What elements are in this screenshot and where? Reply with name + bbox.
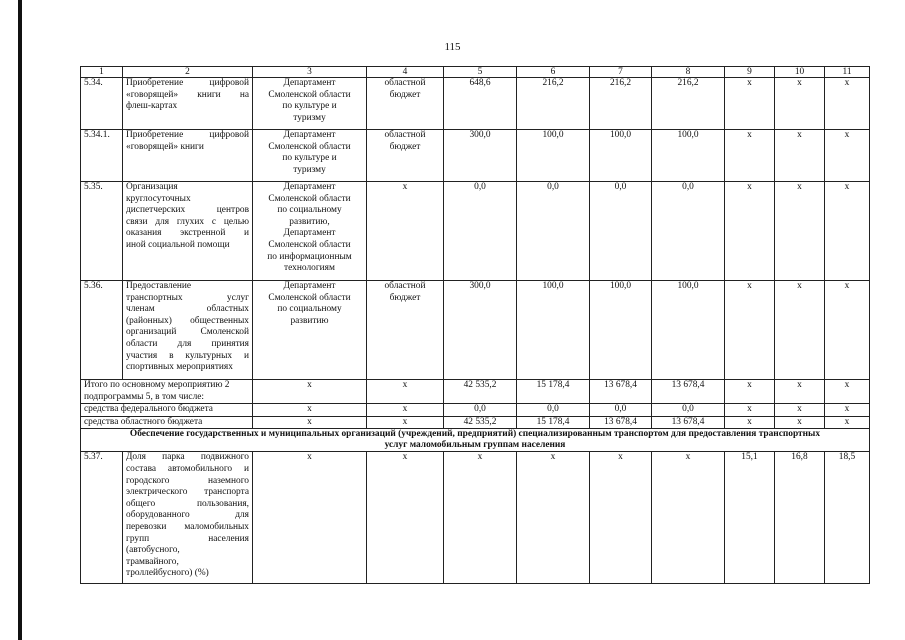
- summary-executor: x: [253, 416, 367, 429]
- cell-line: средства областного бюджета: [84, 416, 203, 427]
- cell-line: Смоленской области: [268, 141, 351, 152]
- row-number: 5.34.1.: [81, 130, 123, 182]
- cell-line: общего пользования,: [126, 498, 249, 509]
- cell-line: области для принятия: [126, 338, 249, 349]
- row-name-cell: [123, 182, 253, 281]
- value-cell: x: [775, 182, 825, 281]
- summary-executor: x: [253, 404, 367, 417]
- cell-line: Организация: [126, 182, 178, 192]
- summary-value: 42 535,2: [444, 416, 517, 429]
- cell-line: перевозки маломобильных: [126, 521, 249, 532]
- cell-line: круглосуточных: [126, 193, 191, 204]
- row-executor-cell: [253, 281, 367, 380]
- cell-line: Обеспечение государственных и муниципальных организаций (учреждений, предприятий) специализированным транспортом для предоставления транспортных: [129, 429, 821, 440]
- value-cell: x: [725, 281, 775, 380]
- cell-line: организаций Смоленской: [126, 327, 249, 338]
- column-header: 1: [81, 67, 123, 78]
- value-cell: x: [444, 452, 517, 584]
- table-row: [81, 281, 870, 380]
- cell-line: спортивных мероприятиях: [126, 362, 233, 373]
- value-cell: 648,6: [444, 78, 517, 130]
- table-header-row: [81, 67, 870, 78]
- column-header: 4: [367, 67, 444, 78]
- cell-line: Департамент: [283, 78, 336, 88]
- column-header: 6: [517, 67, 590, 78]
- cell-line: по культуре и: [282, 101, 337, 112]
- summary-value: x: [825, 380, 870, 404]
- value-cell: x: [725, 78, 775, 130]
- column-header: 8: [652, 67, 725, 78]
- cell-line: областной: [384, 130, 426, 140]
- cell-line: иной социальной помощи: [126, 239, 230, 250]
- summary-source: x: [367, 416, 444, 429]
- summary-value: 13 678,4: [652, 416, 725, 429]
- summary-value: x: [775, 404, 825, 417]
- row-executor-cell: [253, 182, 367, 281]
- cell-line: (автобусного,: [126, 545, 180, 556]
- row-number: 5.36.: [81, 281, 123, 380]
- summary-value: 42 535,2: [444, 380, 517, 404]
- summary-value: x: [725, 416, 775, 429]
- summary-value: x: [775, 380, 825, 404]
- cell-line: x: [402, 182, 408, 192]
- cell-line: трамвайного,: [126, 556, 179, 567]
- cell-line: Предоставление: [126, 281, 192, 291]
- value-cell: x: [825, 78, 870, 130]
- table-row: [81, 78, 870, 130]
- cell-line: Смоленской области: [268, 292, 351, 303]
- cell-line: областной: [384, 78, 426, 88]
- value-cell: x: [825, 281, 870, 380]
- summary-value: 15 178,4: [517, 380, 590, 404]
- cell-line: технологиям: [284, 263, 335, 274]
- cell-line: диспетчерских центров: [126, 205, 249, 216]
- table-row: [81, 130, 870, 182]
- row-number: 5.35.: [81, 182, 123, 281]
- cell-line: городского наземного: [126, 475, 249, 486]
- value-cell: 18,5: [825, 452, 870, 584]
- row-executor-cell: [253, 130, 367, 182]
- row-source-cell: [367, 130, 444, 182]
- value-cell: x: [725, 130, 775, 182]
- program-table: [80, 66, 870, 584]
- value-cell: 100,0: [652, 130, 725, 182]
- summary-label: [81, 404, 253, 417]
- summary-label: [81, 380, 253, 404]
- row-name-cell: [123, 130, 253, 182]
- row-source-cell: x: [367, 452, 444, 584]
- value-cell: x: [652, 452, 725, 584]
- cell-line: средства федерального бюджета: [84, 404, 213, 415]
- value-cell: x: [590, 452, 652, 584]
- cell-line: связи для глухих с целью: [126, 216, 249, 227]
- cell-line: Приобретение цифровой: [126, 130, 249, 140]
- cell-line: Департамент: [283, 182, 336, 192]
- value-cell: 16,8: [775, 452, 825, 584]
- cell-line: бюджет: [389, 292, 421, 303]
- cell-line: Департамент: [283, 130, 336, 140]
- column-header: 2: [123, 67, 253, 78]
- cell-line: состава автомобильного и: [126, 463, 249, 474]
- value-cell: x: [825, 182, 870, 281]
- cell-line: подпрограммы 5, в том числе:: [84, 391, 205, 402]
- cell-line: транспортных услуг: [126, 292, 249, 303]
- value-cell: 0,0: [652, 182, 725, 281]
- cell-line: Смоленской области: [268, 193, 351, 204]
- cell-line: Департамент: [283, 228, 336, 239]
- value-cell: 100,0: [590, 281, 652, 380]
- summary-source: x: [367, 404, 444, 417]
- left-binding-bar: [18, 0, 22, 640]
- column-header: 5: [444, 67, 517, 78]
- cell-line: Итого по основному мероприятию 2: [84, 380, 230, 390]
- summary-value: x: [825, 416, 870, 429]
- cell-line: оказания экстренной и: [126, 228, 249, 239]
- section-heading: [81, 429, 870, 452]
- cell-line: по социальному: [277, 304, 342, 315]
- cell-line: групп населения: [126, 533, 249, 544]
- cell-line: по социальному: [277, 205, 342, 216]
- value-cell: x: [775, 78, 825, 130]
- value-cell: 100,0: [517, 130, 590, 182]
- summary-value: 13 678,4: [590, 416, 652, 429]
- value-cell: 300,0: [444, 130, 517, 182]
- cell-line: «говорящей» книги: [126, 141, 204, 152]
- value-cell: 216,2: [590, 78, 652, 130]
- value-cell: 0,0: [517, 182, 590, 281]
- summary-value: 0,0: [590, 404, 652, 417]
- row-name-cell: [123, 78, 253, 130]
- row-number: 5.37.: [81, 452, 123, 584]
- cell-line: бюджет: [389, 89, 421, 100]
- cell-line: бюджет: [389, 141, 421, 152]
- summary-value: x: [725, 404, 775, 417]
- value-cell: 100,0: [517, 281, 590, 380]
- value-cell: 100,0: [590, 130, 652, 182]
- cell-line: туризму: [293, 112, 326, 123]
- row-source-cell: [367, 182, 444, 281]
- summary-value: 0,0: [517, 404, 590, 417]
- summary-value: x: [775, 416, 825, 429]
- row-number: 5.34.: [81, 78, 123, 130]
- cell-line: Смоленской области: [268, 239, 351, 250]
- cell-line: оборудованного для: [126, 510, 249, 521]
- cell-line: областной: [384, 281, 426, 291]
- summary-source: x: [367, 380, 444, 404]
- value-cell: 216,2: [517, 78, 590, 130]
- row-source-cell: [367, 281, 444, 380]
- cell-line: туризму: [293, 164, 326, 175]
- value-cell: 0,0: [444, 182, 517, 281]
- value-cell: x: [725, 182, 775, 281]
- summary-row: [81, 380, 870, 404]
- summary-value: x: [825, 404, 870, 417]
- table-row: [81, 452, 870, 584]
- cell-line: троллейбусного) (%): [126, 568, 209, 579]
- row-name-cell: [123, 452, 253, 584]
- summary-executor: x: [253, 380, 367, 404]
- value-cell: x: [775, 281, 825, 380]
- cell-line: флеш-картах: [126, 101, 178, 112]
- summary-value: 13 678,4: [590, 380, 652, 404]
- summary-value: x: [725, 380, 775, 404]
- cell-line: развитию,: [289, 216, 330, 227]
- row-source-cell: [367, 78, 444, 130]
- value-cell: 300,0: [444, 281, 517, 380]
- cell-line: услуг маломобильным группам населения: [384, 440, 566, 451]
- value-cell: x: [775, 130, 825, 182]
- summary-row: [81, 404, 870, 417]
- cell-line: по информационным: [267, 251, 352, 262]
- cell-line: Приобретение цифровой: [126, 78, 249, 88]
- cell-line: (районных) общественных: [126, 315, 249, 326]
- value-cell: 100,0: [652, 281, 725, 380]
- column-header: 3: [253, 67, 367, 78]
- cell-line: участия в культурных и: [126, 350, 249, 361]
- column-header: 11: [825, 67, 870, 78]
- value-cell: 216,2: [652, 78, 725, 130]
- summary-value: 13 678,4: [652, 380, 725, 404]
- cell-line: членам областных: [126, 304, 249, 315]
- value-cell: x: [517, 452, 590, 584]
- column-header: 9: [725, 67, 775, 78]
- value-cell: 0,0: [590, 182, 652, 281]
- value-cell: x: [825, 130, 870, 182]
- page-number: 115: [444, 41, 461, 53]
- row-executor-cell: x: [253, 452, 367, 584]
- row-name-cell: [123, 281, 253, 380]
- cell-line: Смоленской области: [268, 89, 351, 100]
- cell-line: развитию: [290, 315, 329, 326]
- cell-line: электрического транспорта: [126, 487, 249, 498]
- summary-row: [81, 416, 870, 429]
- cell-line: Департамент: [283, 281, 336, 291]
- column-header: 7: [590, 67, 652, 78]
- cell-line: по культуре и: [282, 153, 337, 164]
- summary-value: 0,0: [652, 404, 725, 417]
- cell-line: «говорящей» книги на: [126, 89, 249, 100]
- summary-label: [81, 416, 253, 429]
- column-header: 10: [775, 67, 825, 78]
- table-row: [81, 182, 870, 281]
- cell-line: Доля парка подвижного: [126, 452, 249, 463]
- row-executor-cell: [253, 78, 367, 130]
- summary-value: 0,0: [444, 404, 517, 417]
- section-heading-row: [81, 429, 870, 452]
- summary-value: 15 178,4: [517, 416, 590, 429]
- value-cell: 15,1: [725, 452, 775, 584]
